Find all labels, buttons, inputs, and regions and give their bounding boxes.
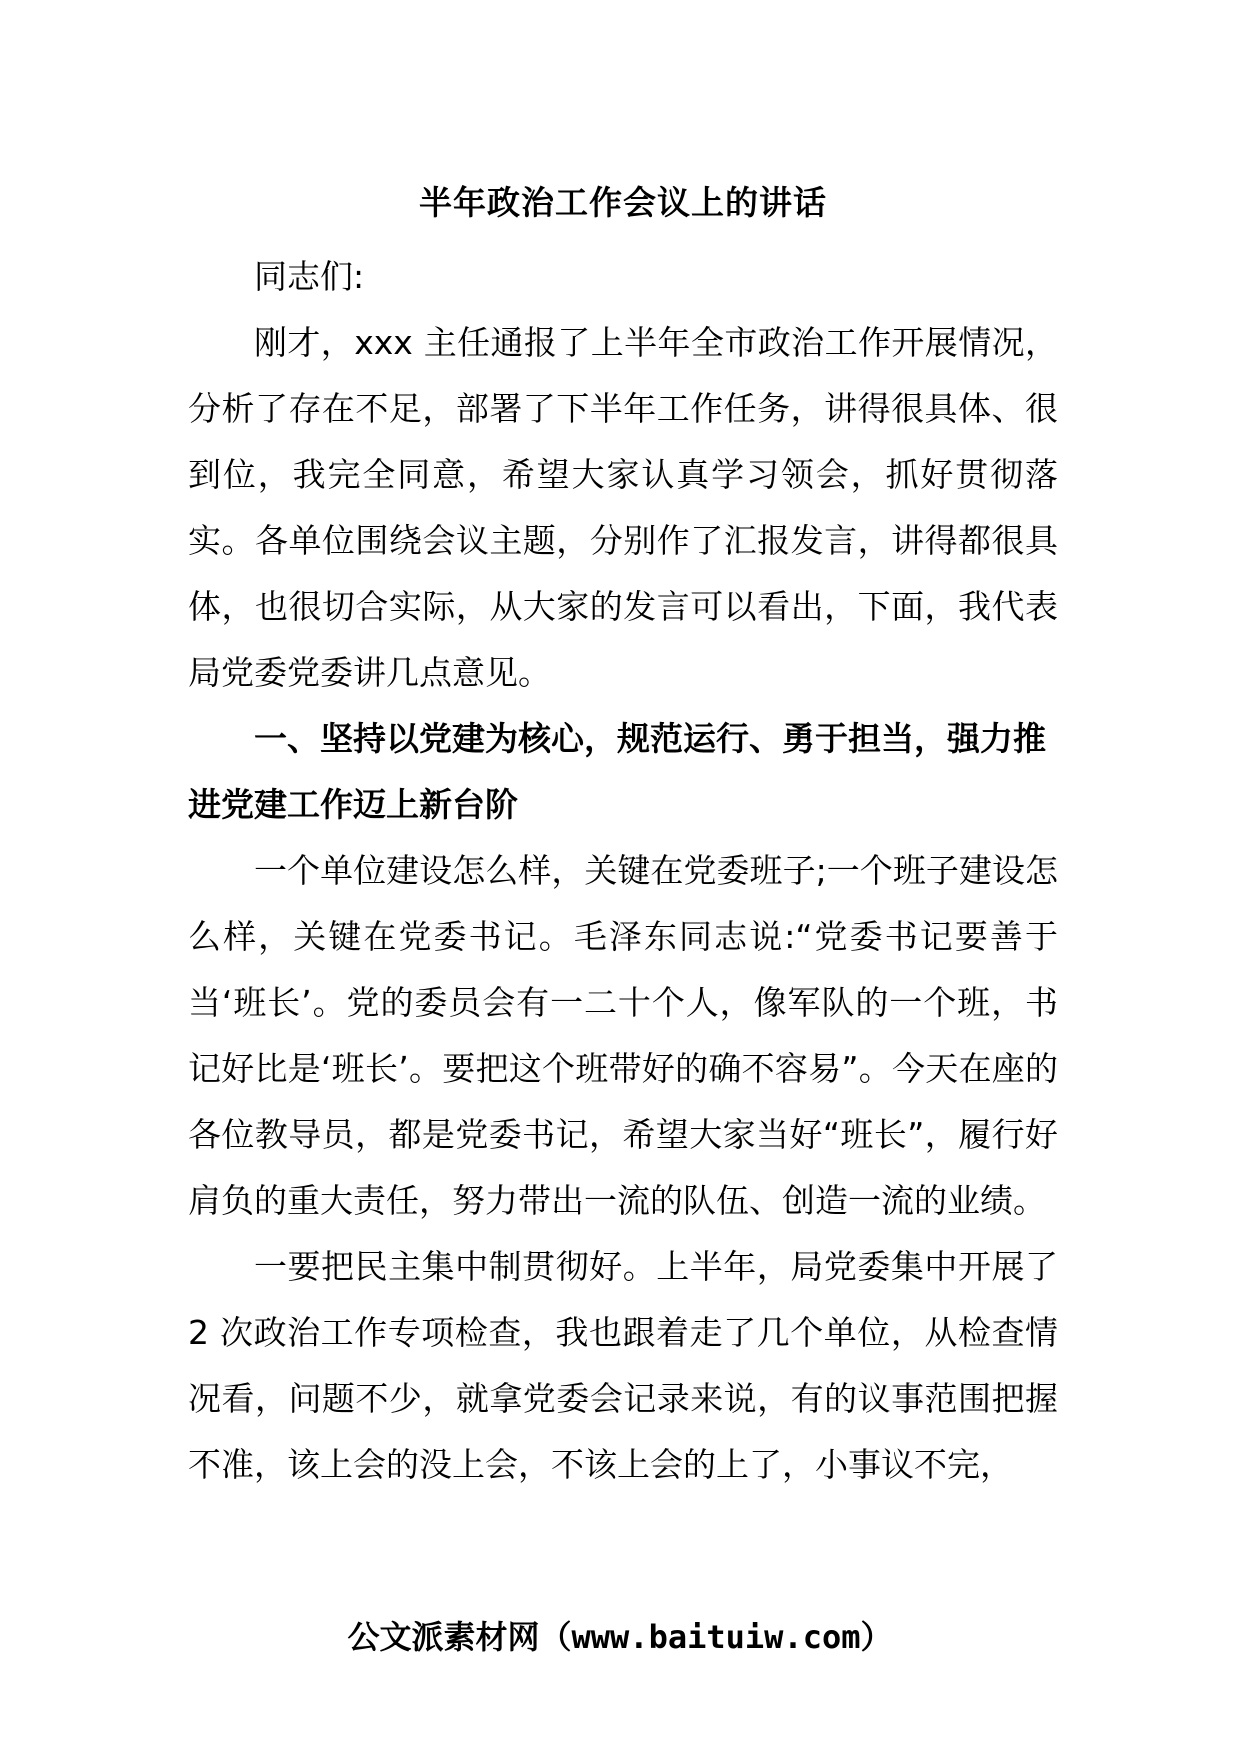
document-body [188, 170, 1058, 1498]
document-title: 半年政治工作会议上的讲话 [419, 183, 827, 222]
section1-paragraph-1: 一个单位建设怎么样，关键在党委班子;一个班子建设怎么样，关键在党委书记。毛泽东同志说:“党委书记要善于当‘班长’。党的委员会有一二十个人，像军队的一个班，书记好比是‘班长’。要把这个班带好的确不容易”。今天在座的各位教导员，都是党委书记，希望大家当好“班长”，履行好肩负的重大责任，努力带出一流的队伍、创造一流的业绩。 [188, 851, 1058, 1220]
footer-site-name: 公文派素材网 [347, 1618, 540, 1656]
section-heading-1: 一、坚持以党建为核心，规范运行、勇于担当，强力推进党建工作迈上新台阶 [188, 719, 1046, 824]
footer-watermark [0, 1612, 1240, 1662]
paragraph-intro: 刚才，xxx 主任通报了上半年全市政治工作开展情况，分析了存在不足，部署了下半年工作任务，讲得很具体、很到位，我完全同意，希望大家认真学习领会，抓好贯彻落实。各单位围绕会议主题，分别作了汇报发言，讲得都很具体，也很切合实际，从大家的发言可以看出，下面，我代表局党委党委讲几点意见。 [188, 323, 1058, 692]
greeting: 同志们: [254, 257, 365, 296]
footer-url: （www.baituiw.com） [539, 1618, 893, 1656]
section1-paragraph-2: 一要把民主集中制贯彻好。上半年，局党委集中开展了2 次政治工作专项检查，我也跟着走了几个单位，从检查情况看，问题不少，就拿党委会记录来说，有的议事范围把握不准，该上会的没上会，不该上会的上了，小事议不完， [188, 1247, 1058, 1484]
